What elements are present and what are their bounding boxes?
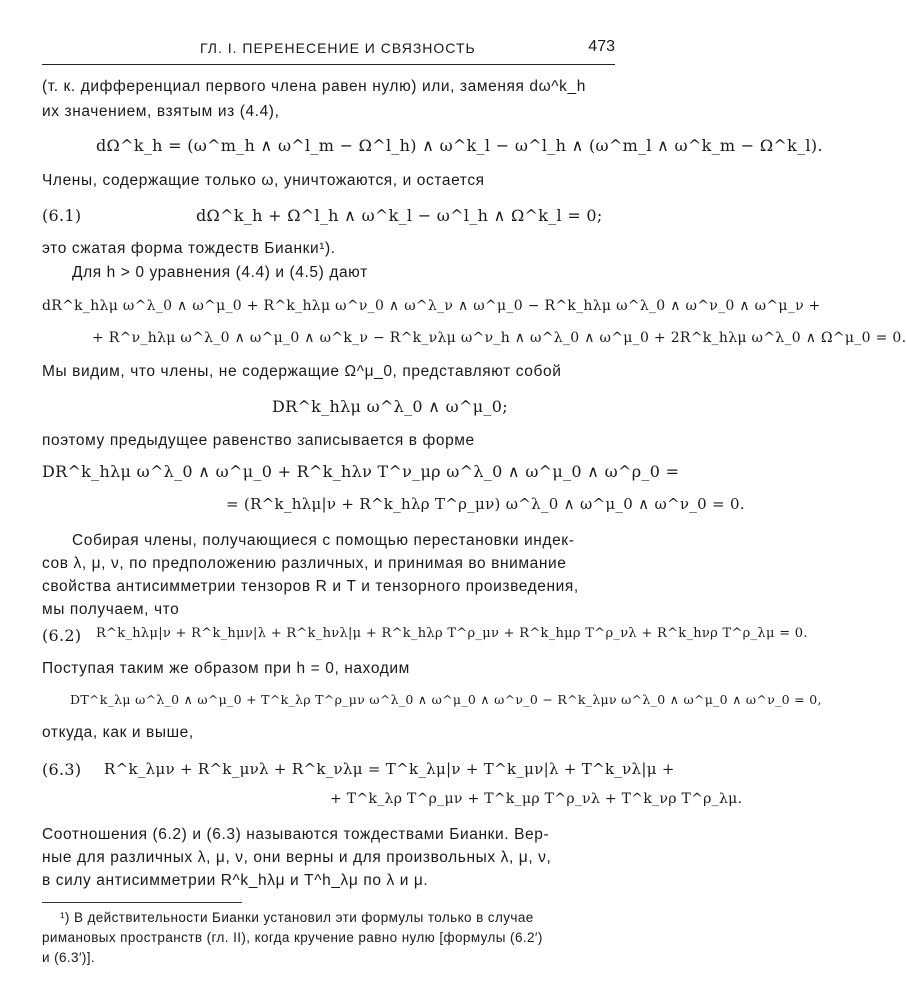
equation: DR^k_hλμ ω^λ_0 ∧ ω^μ_0 + R^k_hλν T^ν_μρ ω^λ_0 ∧ ω^μ_0 ∧ ω^ρ_0 = bbox=[42, 462, 680, 481]
equation: + T^k_λρ T^ρ_μν + T^k_μρ T^ρ_νλ + T^k_νρ T^ρ_λμ. bbox=[330, 791, 743, 807]
text-line: откуда, как и выше, bbox=[42, 724, 194, 741]
text-line: (т. к. дифференциал первого члена равен нулю) или, заменяя dω^k_h bbox=[42, 78, 586, 95]
equation: + R^ν_hλμ ω^λ_0 ∧ ω^μ_0 ∧ ω^k_ν − R^k_νλμ ω^ν_h ∧ ω^λ_0 ∧ ω^μ_0 + 2R^k_hλμ ω^λ_0 ∧ Ω^μ_0 = 0. bbox=[92, 330, 906, 346]
equation-label: (6.1) bbox=[42, 206, 82, 225]
page-number: 473 bbox=[588, 38, 615, 55]
equation: DR^k_hλμ ω^λ_0 ∧ ω^μ_0; bbox=[272, 397, 508, 416]
chapter-title: ГЛ. I. ПЕРЕНЕСЕНИЕ И СВЯЗНОСТЬ bbox=[200, 40, 476, 56]
text-line: их значением, взятым из (4.4), bbox=[42, 103, 280, 120]
equation: = (R^k_hλμ|ν + R^k_hλρ T^ρ_μν) ω^λ_0 ∧ ω^μ_0 ∧ ω^ν_0 = 0. bbox=[226, 495, 745, 513]
text-line: свойства антисимметрии тензоров R и T и тензорного произведения, bbox=[42, 578, 579, 595]
text-line: Собирая члены, получающиеся с помощью перестановки индек- bbox=[72, 532, 575, 549]
header-rule bbox=[42, 64, 615, 65]
equation: dR^k_hλμ ω^λ_0 ∧ ω^μ_0 + R^k_hλμ ω^ν_0 ∧ ω^λ_ν ∧ ω^μ_0 − R^k_hλμ ω^λ_0 ∧ ω^ν_0 ∧ ω^μ_ν + bbox=[42, 298, 821, 314]
text-line: Поступая таким же образом при h = 0, находим bbox=[42, 660, 410, 677]
equation-label: (6.2) bbox=[42, 626, 82, 645]
footnote-line: и (6.3′)]. bbox=[42, 950, 96, 965]
footnote-rule bbox=[42, 902, 242, 903]
equation: dΩ^k_h = (ω^m_h ∧ ω^l_m − Ω^l_h) ∧ ω^k_l − ω^l_h ∧ (ω^m_l ∧ ω^k_m − Ω^k_l). bbox=[96, 136, 823, 155]
running-header bbox=[42, 38, 615, 60]
text-line: Соотношения (6.2) и (6.3) называются тождествами Бианки. Вер- bbox=[42, 826, 550, 843]
footnote-line: ¹) В действительности Бианки установил эти формулы только в случае bbox=[60, 910, 534, 925]
equation: dΩ^k_h + Ω^l_h ∧ ω^k_l − ω^l_h ∧ Ω^k_l = 0; bbox=[196, 206, 603, 225]
equation: R^k_hλμ|ν + R^k_hμν|λ + R^k_hνλ|μ + R^k_hλρ T^ρ_μν + R^k_hμρ T^ρ_νλ + R^k_hνρ T^ρ_λμ = 0. bbox=[96, 626, 808, 641]
text-line: мы получаем, что bbox=[42, 601, 180, 618]
text-line: поэтому предыдущее равенство записывается в форме bbox=[42, 432, 475, 449]
text-line: сов λ, μ, ν, по предположению различных, и принимая во внимание bbox=[42, 555, 567, 572]
text-line: Члены, содержащие только ω, уничтожаются, и остается bbox=[42, 172, 485, 189]
equation-label: (6.3) bbox=[42, 760, 82, 779]
text-line: Для h > 0 уравнения (4.4) и (4.5) дают bbox=[72, 264, 368, 281]
footnote-line: римановых пространств (гл. II), когда кручение равно нулю [формулы (6.2′) bbox=[42, 930, 543, 945]
text-line: ные для различных λ, μ, ν, они верны и для произвольных λ, μ, ν, bbox=[42, 849, 552, 866]
text-line: это сжатая форма тождеств Бианки¹). bbox=[42, 240, 336, 257]
text-line: в силу антисимметрии R^k_hλμ и T^h_λμ по λ и μ. bbox=[42, 872, 429, 889]
text-line: Мы видим, что члены, не содержащие Ω^μ_0, представляют собой bbox=[42, 363, 562, 380]
equation: R^k_λμν + R^k_μνλ + R^k_νλμ = T^k_λμ|ν + T^k_μν|λ + T^k_νλ|μ + bbox=[104, 760, 675, 778]
equation: DT^k_λμ ω^λ_0 ∧ ω^μ_0 + T^k_λρ T^ρ_μν ω^λ_0 ∧ ω^μ_0 ∧ ω^ν_0 − R^k_λμν ω^λ_0 ∧ ω^μ_0 ∧ ω^ν_0 = 0, bbox=[70, 692, 822, 707]
